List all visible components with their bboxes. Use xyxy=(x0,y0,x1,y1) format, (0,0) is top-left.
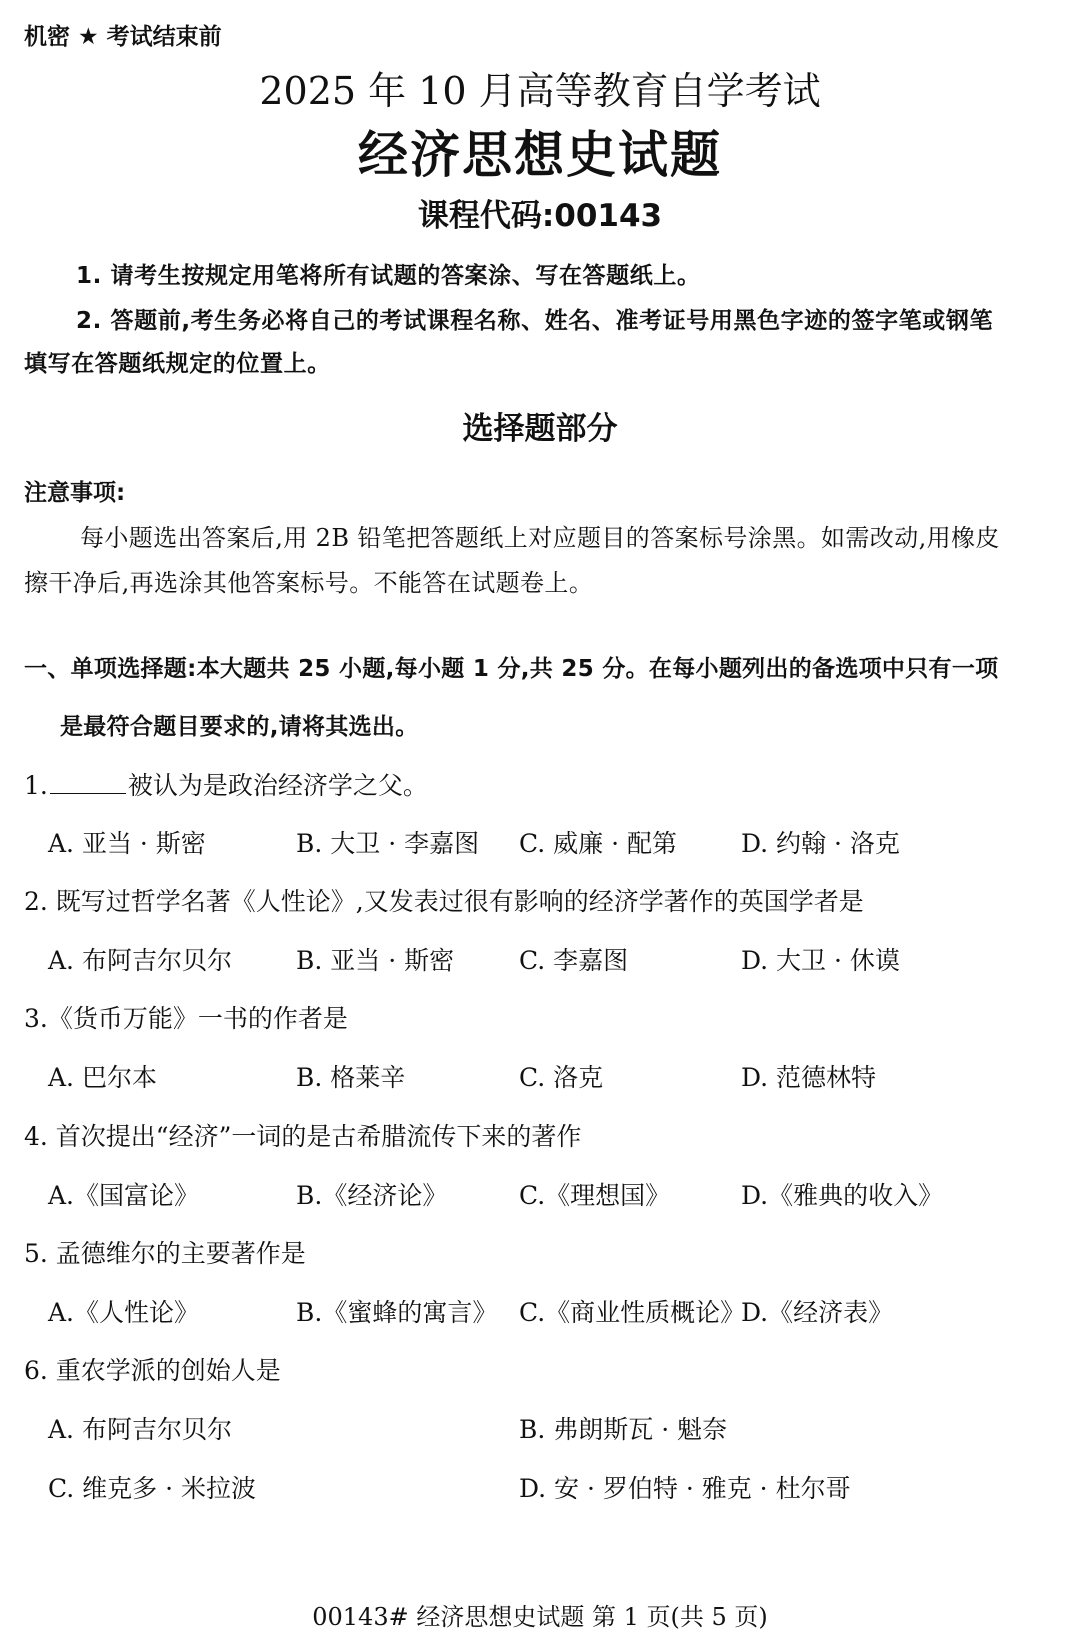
question-2-stem: 2. 既写过哲学名著《人性论》,又发表过很有影响的经济学著作的英国学者是 xyxy=(24,887,864,916)
instruction-2-line1: 2. 答题前,考生务必将自己的考试课程名称、姓名、准考证号用黑色字迹的签字笔或钢笔 xyxy=(76,308,994,334)
option-a: A.《人性论》 xyxy=(48,1298,200,1327)
subject-title: 经济思想史试题 xyxy=(358,126,722,184)
option-a: A. 亚当 · 斯密 xyxy=(48,829,206,858)
page-footer: 00143# 经济思想史试题 第 1 页(共 5 页) xyxy=(312,1603,768,1631)
option-c: C. 李嘉图 xyxy=(519,946,629,975)
question-4-stem: 4. 首次提出“经济”一词的是古希腊流传下来的著作 xyxy=(24,1122,582,1151)
option-c: C.《商业性质概论》 xyxy=(519,1298,746,1327)
option-c: C. 洛克 xyxy=(519,1063,604,1092)
option-a: A.《国富论》 xyxy=(48,1181,200,1210)
instruction-1: 1. 请考生按规定用笔将所有试题的答案涂、写在答题纸上。 xyxy=(76,263,701,289)
answer-blank xyxy=(50,771,126,794)
option-c: C. 维克多 · 米拉波 xyxy=(48,1474,256,1503)
question-6-stem: 6. 重农学派的创始人是 xyxy=(24,1356,281,1385)
question-text: 被认为是政治经济学之父。 xyxy=(127,771,428,800)
option-b: B. 格莱辛 xyxy=(296,1063,406,1092)
question-3-stem: 3.《货币万能》一书的作者是 xyxy=(24,1004,348,1033)
question-5-stem: 5. 孟德维尔的主要著作是 xyxy=(24,1239,306,1268)
option-a: A. 巴尔本 xyxy=(48,1063,157,1092)
option-a: A. 布阿吉尔贝尔 xyxy=(48,946,232,975)
option-d: D. 大卫 · 休谟 xyxy=(741,946,900,975)
question-number: 1. xyxy=(24,771,48,800)
notice-line-1: 每小题选出答案后,用 2B 铅笔把答题纸上对应题目的答案标号涂黑。如需改动,用橡皮 xyxy=(80,524,1000,552)
notice-line-2: 擦干净后,再选涂其他答案标号。不能答在试题卷上。 xyxy=(24,569,594,597)
option-b: B. 弗朗斯瓦 · 魁奈 xyxy=(519,1415,728,1444)
course-code: 课程代码:00143 xyxy=(417,198,663,234)
option-d: D. 安 · 罗伯特 · 雅克 · 杜尔哥 xyxy=(519,1474,851,1503)
option-d: D. 范德林特 xyxy=(741,1063,877,1092)
option-b: B. 亚当 · 斯密 xyxy=(296,946,455,975)
option-b: B.《经济论》 xyxy=(296,1181,448,1210)
confidential-label: 机密 ★ 考试结束前 xyxy=(24,24,222,50)
part1-heading-line2: 是最符合题目要求的,请将其选出。 xyxy=(60,714,419,740)
instruction-2-line2: 填写在答题纸规定的位置上。 xyxy=(24,351,331,377)
section-title: 选择题部分 xyxy=(462,411,618,447)
exam-title: 2025 年 10 月高等教育自学考试 xyxy=(259,69,821,113)
question-1-stem xyxy=(24,766,428,802)
option-c: C. 威廉 · 配第 xyxy=(519,829,677,858)
option-d: D.《雅典的收入》 xyxy=(741,1181,944,1210)
part1-heading-line1: 一、单项选择题:本大题共 25 小题,每小题 1 分,共 25 分。在每小题列出的备选项中只有一项 xyxy=(24,656,999,682)
option-b: B.《蜜蜂的寓言》 xyxy=(296,1298,498,1327)
option-d: D.《经济表》 xyxy=(741,1298,894,1327)
notice-heading: 注意事项: xyxy=(24,480,126,506)
option-c: C.《理想国》 xyxy=(519,1181,671,1210)
option-d: D. 约翰 · 洛克 xyxy=(741,829,900,858)
option-a: A. 布阿吉尔贝尔 xyxy=(48,1415,232,1444)
option-b: B. 大卫 · 李嘉图 xyxy=(296,829,480,858)
